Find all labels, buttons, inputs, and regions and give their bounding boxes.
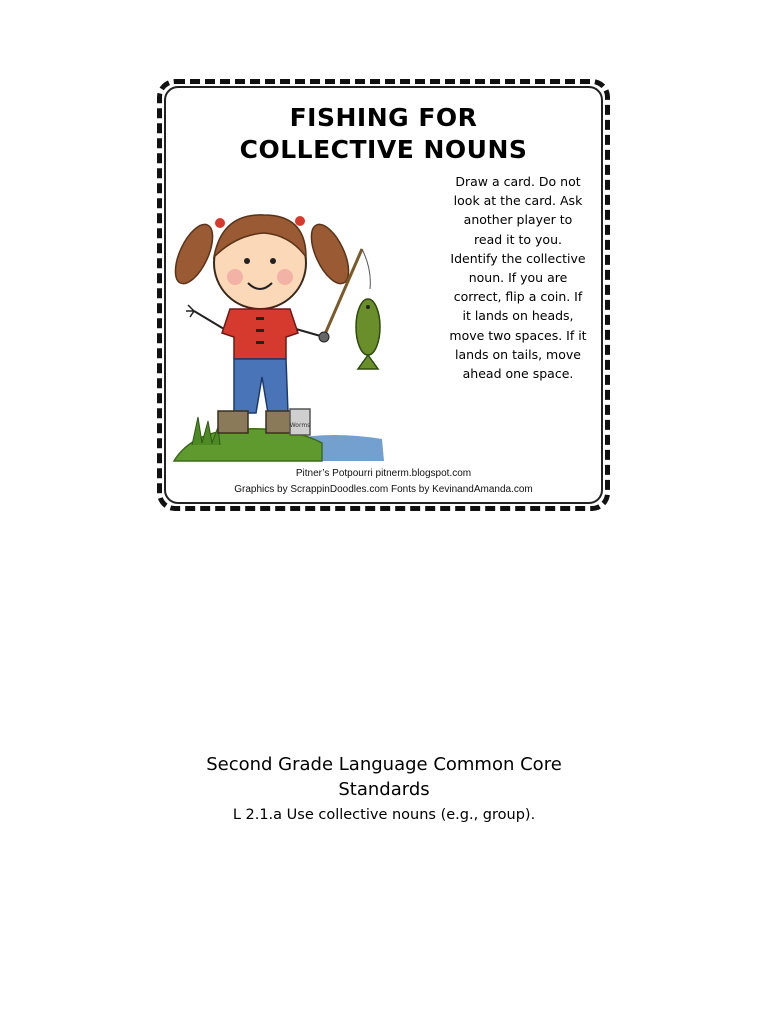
card-title-line2: COLLECTIVE NOUNS: [239, 135, 528, 164]
red-shirt: [222, 309, 298, 359]
right-boot: [266, 411, 292, 433]
standards-title-line2: Standards: [338, 779, 430, 800]
instruction-line: Draw a card. Do not: [455, 174, 581, 189]
standards-title-line1: Second Grade Language Common Core: [206, 754, 562, 775]
standards-code: L 2.1.a Use collective nouns (e.g., group).: [232, 807, 536, 823]
card-instructions: [432, 172, 604, 383]
instruction-line: ahead one space.: [462, 366, 574, 382]
grass-blades: [192, 417, 220, 445]
instruction-line: move two spaces. If it: [449, 327, 587, 343]
credit-line-1: Pitner’s Potpourri pitnerm.blogspot.com: [295, 468, 472, 479]
left-pigtail: [172, 219, 220, 289]
instruction-line: it lands on heads,: [462, 308, 574, 324]
fishing-girl-illustration: [172, 199, 392, 469]
instruction-line: read it to you.: [474, 231, 562, 247]
credit-line-2: Graphics by ScrappinDoodles.com Fonts by KevinandAmanda.com: [234, 484, 533, 495]
can-label: Worms: [289, 422, 311, 429]
instruction-line: lands on tails, move: [455, 346, 581, 362]
standards-block: [150, 752, 618, 826]
instruction-line: Identify the collective: [450, 250, 586, 266]
instruction-line: correct, flip a coin. If: [453, 289, 583, 305]
left-boot: [218, 411, 248, 433]
instruction-line: look at the card. Ask: [453, 193, 583, 209]
instruction-line: another player to: [463, 212, 573, 228]
card-title: [162, 102, 605, 166]
card-title-line1: FISHING FOR: [289, 103, 478, 132]
blue-pants: [234, 359, 288, 413]
instruction-line: noun. If you are: [468, 270, 568, 286]
game-card: [157, 79, 610, 511]
